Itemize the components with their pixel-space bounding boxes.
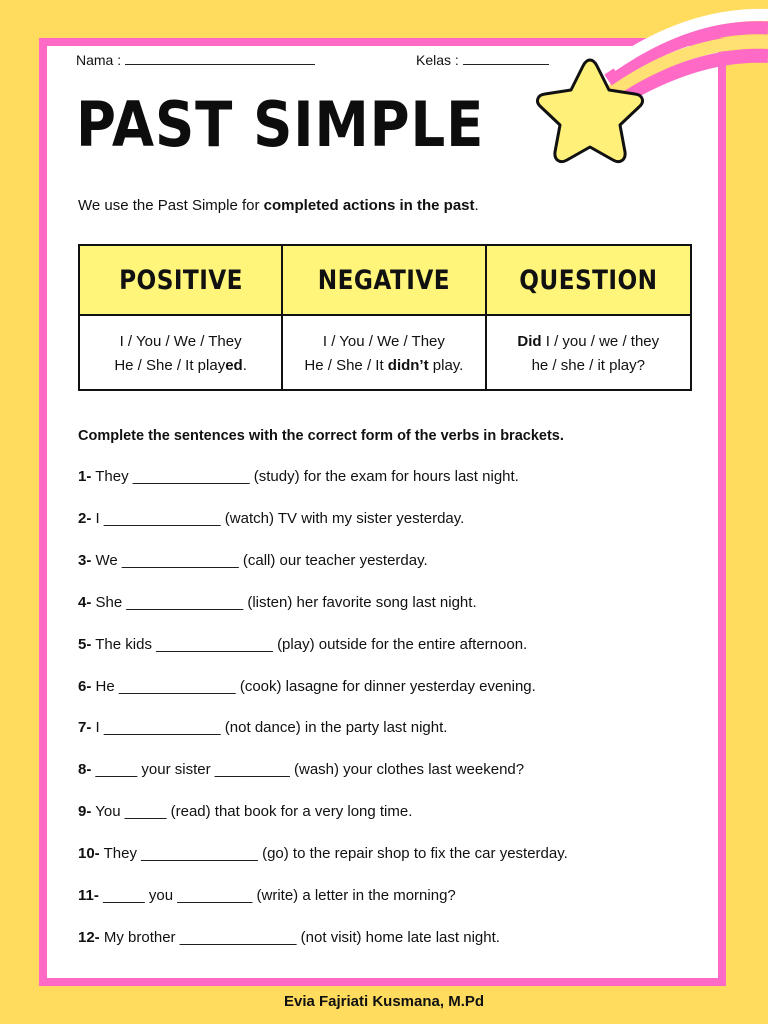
exercise-number: 9- — [78, 803, 92, 821]
exercise-item[interactable] — [78, 468, 519, 485]
exercise-item[interactable] — [78, 929, 500, 946]
exercise-number: 10- — [78, 845, 100, 863]
exercise-number: 7- — [78, 719, 92, 737]
exercise-item[interactable] — [78, 803, 412, 820]
intro-text — [78, 197, 479, 214]
exercise-number: 5- — [78, 635, 92, 653]
exercise-text: They ______________ (study) for the exam for hours last night. — [95, 468, 519, 485]
exercise-text: They ______________ (go) to the repair shop to fix the car yesterday. — [103, 845, 568, 863]
header-negative: NEGATIVE — [282, 245, 485, 315]
class-label: Kelas : — [416, 52, 459, 68]
exercise-item[interactable] — [78, 719, 447, 736]
exercise-text: I ______________ (not dance) in the party last night. — [95, 719, 448, 737]
cell-positive: I / You / We / They He / She / It played. — [79, 315, 282, 390]
cell-question: Did I / you / we / they he / she / it play? — [486, 315, 691, 390]
exercise-item[interactable] — [78, 594, 477, 611]
exercise-item[interactable] — [78, 636, 527, 653]
exercise-item[interactable] — [78, 845, 568, 862]
intro-text-after: . — [474, 197, 479, 214]
exercise-number: 2- — [78, 509, 92, 527]
exercise-item[interactable] — [78, 761, 524, 778]
exercise-text: My brother ______________ (not visit) home late last night. — [103, 928, 500, 946]
exercise-text: She ______________ (listen) her favorite song last night. — [95, 593, 477, 611]
author-credit: Evia Fajriati Kusmana, M.Pd — [283, 993, 485, 1010]
header-question: QUESTION — [486, 245, 691, 315]
exercise-number: 8- — [78, 761, 92, 779]
exercise-text: _____ you _________ (write) a letter in the morning? — [103, 887, 456, 904]
exercise-number: 3- — [78, 551, 92, 569]
class-field[interactable] — [416, 52, 549, 68]
header-positive: POSITIVE — [79, 245, 282, 315]
cell-negative: I / You / We / They He / She / It didn’t play. — [282, 315, 485, 390]
exercise-item[interactable] — [78, 510, 464, 527]
exercise-text: You _____ (read) that book for a very long time. — [95, 803, 413, 821]
exercise-number: 12- — [78, 928, 100, 946]
exercise-item[interactable] — [78, 678, 536, 695]
grammar-table — [78, 244, 692, 391]
exercise-item[interactable] — [78, 887, 456, 904]
exercise-number: 4- — [78, 593, 92, 611]
name-blank[interactable] — [125, 54, 315, 65]
instruction-text: Complete the sentences with the correct form of the verbs in brackets. — [78, 428, 564, 444]
class-blank[interactable] — [463, 54, 549, 65]
exercise-text: _____ your sister _________ (wash) your clothes last weekend? — [95, 761, 525, 779]
exercise-item[interactable] — [78, 552, 428, 569]
intro-text-bold: completed actions in the past — [263, 197, 475, 214]
star-icon — [527, 52, 653, 172]
exercise-text: We ______________ (call) our teacher yesterday. — [95, 551, 428, 569]
exercise-number: 6- — [78, 677, 92, 695]
name-field[interactable] — [76, 52, 315, 68]
exercise-text: The kids ______________ (play) outside for the entire afternoon. — [95, 635, 528, 653]
exercise-number: 1- — [78, 468, 92, 485]
name-label: Nama : — [76, 52, 122, 68]
exercise-text: I ______________ (watch) TV with my sister yesterday. — [95, 509, 465, 527]
exercise-number: 11- — [78, 887, 99, 904]
page-title: PAST SIMPLE — [76, 88, 485, 161]
exercise-text: He ______________ (cook) lasagne for dinner yesterday evening. — [95, 677, 536, 695]
intro-text-before: We use the Past Simple for — [78, 197, 264, 214]
